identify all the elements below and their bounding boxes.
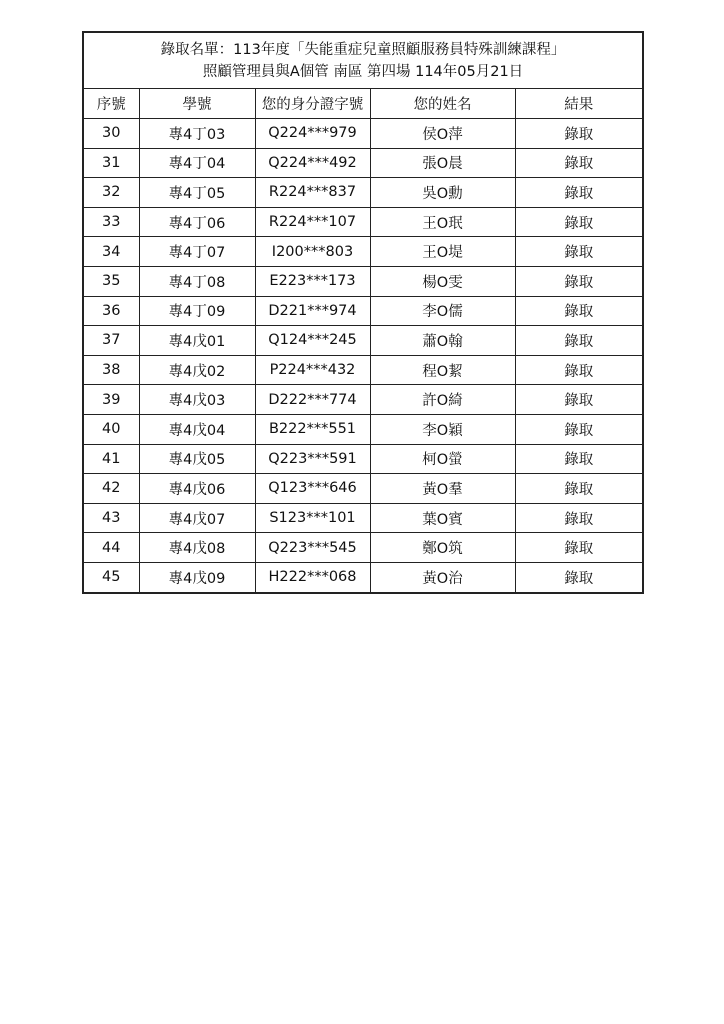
table-row	[83, 562, 643, 592]
cell-result: 錄取	[515, 562, 643, 592]
cell-student-id: 專4丁07	[139, 237, 255, 267]
table-row	[83, 533, 643, 563]
cell-result: 錄取	[515, 178, 643, 208]
cell-id-number: D222***774	[255, 385, 370, 415]
table-row	[83, 326, 643, 356]
cell-id-number: E223***173	[255, 266, 370, 296]
table-row	[83, 385, 643, 415]
table-row	[83, 503, 643, 533]
cell-seq: 37	[83, 326, 139, 356]
cell-seq: 40	[83, 414, 139, 444]
cell-student-id: 專4戊09	[139, 562, 255, 592]
table-row	[83, 474, 643, 504]
cell-result: 錄取	[515, 474, 643, 504]
cell-seq: 38	[83, 355, 139, 385]
cell-seq: 43	[83, 503, 139, 533]
cell-id-number: Q224***979	[255, 119, 370, 149]
cell-seq: 36	[83, 296, 139, 326]
cell-seq: 45	[83, 562, 139, 592]
cell-student-id: 專4戊05	[139, 444, 255, 474]
table-row	[83, 237, 643, 267]
admission-table	[82, 31, 644, 594]
cell-student-id: 專4丁04	[139, 148, 255, 178]
cell-result: 錄取	[515, 355, 643, 385]
cell-student-id: 專4戊04	[139, 414, 255, 444]
table-row	[83, 266, 643, 296]
cell-name: 黃O羣	[370, 474, 515, 504]
cell-result: 錄取	[515, 533, 643, 563]
cell-result: 錄取	[515, 296, 643, 326]
cell-id-number: Q224***492	[255, 148, 370, 178]
cell-result: 錄取	[515, 266, 643, 296]
cell-result: 錄取	[515, 444, 643, 474]
table-row	[83, 207, 643, 237]
title-row	[83, 32, 643, 89]
cell-name: 李O儒	[370, 296, 515, 326]
cell-id-number: P224***432	[255, 355, 370, 385]
cell-id-number: I200***803	[255, 237, 370, 267]
cell-name: 黃O治	[370, 562, 515, 592]
title-line-1: 錄取名單：113年度「失能重症兒童照顧服務員特殊訓練課程」	[160, 41, 566, 58]
cell-id-number: B222***551	[255, 414, 370, 444]
cell-name: 柯O螢	[370, 444, 515, 474]
table-row	[83, 296, 643, 326]
cell-result: 錄取	[515, 148, 643, 178]
cell-result: 錄取	[515, 326, 643, 356]
admission-list-sheet	[82, 31, 642, 594]
table-title	[83, 32, 643, 89]
cell-name: 楊O雯	[370, 266, 515, 296]
table-row	[83, 119, 643, 149]
title-line-2: 照顧管理員與A個管 南區 第四場 114年05月21日	[202, 63, 524, 80]
cell-id-number: R224***107	[255, 207, 370, 237]
cell-result: 錄取	[515, 207, 643, 237]
cell-name: 吳O勳	[370, 178, 515, 208]
cell-student-id: 專4丁06	[139, 207, 255, 237]
cell-id-number: D221***974	[255, 296, 370, 326]
cell-student-id: 專4戊07	[139, 503, 255, 533]
column-header-seq: 序號	[83, 89, 139, 119]
cell-student-id: 專4丁08	[139, 266, 255, 296]
table-row	[83, 414, 643, 444]
cell-id-number: Q123***646	[255, 474, 370, 504]
table-row	[83, 355, 643, 385]
cell-name: 鄭O筑	[370, 533, 515, 563]
cell-result: 錄取	[515, 414, 643, 444]
cell-result: 錄取	[515, 237, 643, 267]
cell-seq: 32	[83, 178, 139, 208]
cell-name: 侯O萍	[370, 119, 515, 149]
table-row	[83, 178, 643, 208]
cell-student-id: 專4戊02	[139, 355, 255, 385]
cell-seq: 44	[83, 533, 139, 563]
table-row	[83, 148, 643, 178]
table-body	[83, 119, 643, 593]
column-header-name: 您的姓名	[370, 89, 515, 119]
cell-seq: 31	[83, 148, 139, 178]
cell-id-number: Q223***545	[255, 533, 370, 563]
cell-name: 程O絜	[370, 355, 515, 385]
cell-name: 李O穎	[370, 414, 515, 444]
cell-seq: 42	[83, 474, 139, 504]
cell-id-number: S123***101	[255, 503, 370, 533]
column-header-student-id: 學號	[139, 89, 255, 119]
cell-student-id: 專4戊03	[139, 385, 255, 415]
cell-id-number: H222***068	[255, 562, 370, 592]
cell-seq: 30	[83, 119, 139, 149]
column-header-row	[83, 89, 643, 119]
cell-student-id: 專4戊08	[139, 533, 255, 563]
cell-name: 蕭O翰	[370, 326, 515, 356]
cell-seq: 34	[83, 237, 139, 267]
cell-seq: 41	[83, 444, 139, 474]
cell-seq: 33	[83, 207, 139, 237]
cell-name: 葉O賓	[370, 503, 515, 533]
column-header-result: 結果	[515, 89, 643, 119]
cell-seq: 39	[83, 385, 139, 415]
cell-seq: 35	[83, 266, 139, 296]
cell-student-id: 專4丁05	[139, 178, 255, 208]
cell-result: 錄取	[515, 119, 643, 149]
cell-result: 錄取	[515, 385, 643, 415]
cell-id-number: R224***837	[255, 178, 370, 208]
cell-name: 王O珉	[370, 207, 515, 237]
cell-name: 王O堤	[370, 237, 515, 267]
cell-student-id: 專4丁09	[139, 296, 255, 326]
cell-name: 許O綺	[370, 385, 515, 415]
cell-id-number: Q223***591	[255, 444, 370, 474]
column-header-id-number: 您的身分證字號	[255, 89, 370, 119]
cell-name: 張O晨	[370, 148, 515, 178]
cell-student-id: 專4戊01	[139, 326, 255, 356]
cell-student-id: 專4戊06	[139, 474, 255, 504]
cell-result: 錄取	[515, 503, 643, 533]
cell-student-id: 專4丁03	[139, 119, 255, 149]
cell-id-number: Q124***245	[255, 326, 370, 356]
table-row	[83, 444, 643, 474]
